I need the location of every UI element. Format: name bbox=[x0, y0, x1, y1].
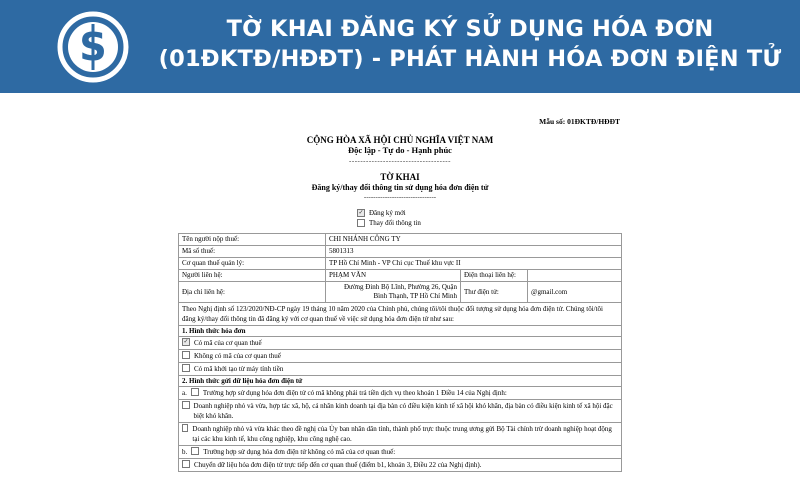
banner-title-line1: TỜ KHAI ĐĂNG KÝ SỬ DỤNG HÓA ĐƠN bbox=[226, 16, 714, 42]
section-2-heading: 2. Hình thức gửi dữ liệu hóa đơn điện tử bbox=[179, 376, 622, 387]
taxpayer-value: CHI NHÁNH CÔNG TY bbox=[326, 234, 622, 246]
option-label: Không có mã của cơ quan thuế bbox=[194, 352, 281, 360]
option-label: Có mã của cơ quan thuế bbox=[194, 339, 262, 347]
option-label: Đăng ký mới bbox=[369, 209, 406, 217]
tax-office-value: TP Hồ Chí Minh - VP Chi cục Thuế khu vực II bbox=[326, 258, 622, 270]
checkbox-icon[interactable] bbox=[182, 424, 188, 432]
s1-option-2[interactable] bbox=[179, 350, 622, 363]
form-number: Mẫu số: 01ĐKTĐ/HĐĐT bbox=[539, 117, 620, 126]
s2-a2[interactable] bbox=[179, 423, 622, 446]
checkbox-icon[interactable] bbox=[182, 401, 190, 409]
s1-option-1[interactable] bbox=[179, 337, 622, 350]
checkbox-icon[interactable] bbox=[182, 338, 190, 346]
phone-label: Điện thoại liên hệ: bbox=[461, 270, 528, 282]
banner-title bbox=[150, 14, 790, 74]
contact-label: Người liên hệ: bbox=[179, 270, 326, 282]
checkbox-icon[interactable] bbox=[182, 460, 190, 468]
separator-2: ------------------------------- bbox=[363, 193, 437, 201]
checkbox-icon[interactable] bbox=[191, 388, 199, 396]
checkbox-icon[interactable] bbox=[182, 364, 190, 372]
checkbox-icon[interactable] bbox=[182, 351, 190, 359]
registration-table bbox=[178, 233, 622, 472]
tax-code-label: Mã số thuế: bbox=[179, 246, 326, 258]
s2-a[interactable] bbox=[179, 387, 622, 400]
s2-b1-text: Chuyển dữ liệu hóa đơn điện tử trực tiếp đến cơ quan thuế (điểm b1, khoản 3, Điều 22 của Nghị định). bbox=[194, 461, 482, 469]
contact-value: PHẠM VĂN bbox=[326, 270, 461, 282]
checkbox-icon[interactable] bbox=[357, 209, 365, 217]
tax-code-value: 5801313 bbox=[326, 246, 622, 258]
s2-a-text: Trường hợp sử dụng hóa đơn điện tử có mã không phải trả tiền dịch vụ theo khoản 1 Điều 14 của Nghị định: bbox=[202, 389, 507, 397]
s2-b[interactable] bbox=[179, 446, 622, 459]
form-title: TỜ KHAI bbox=[380, 172, 420, 182]
option-label: Thay đổi thông tin bbox=[369, 219, 421, 227]
s2-b1[interactable] bbox=[179, 459, 622, 472]
svg-text:S: S bbox=[79, 25, 107, 69]
email-value: @gmail.com bbox=[528, 282, 622, 303]
email-label: Thư điện tử: bbox=[461, 282, 528, 303]
tax-office-label: Cơ quan thuế quản lý: bbox=[179, 258, 326, 270]
address-value: Đường Đinh Bộ Lĩnh, Phường 26, Quận Bình Thạnh, TP Hồ Chí Minh bbox=[326, 282, 461, 303]
header-banner bbox=[0, 0, 800, 93]
banner-title-line2: (01ĐKTĐ/HĐĐT) - PHÁT HÀNH HÓA ĐƠN ĐIỆN TỬ bbox=[158, 46, 782, 72]
separator: ------------------------------------ bbox=[349, 157, 451, 165]
phone-value bbox=[528, 270, 622, 282]
form-subtitle: Đăng ký/thay đổi thông tin sử dụng hóa đơn điện tử bbox=[311, 183, 489, 192]
checkbox-icon[interactable] bbox=[357, 219, 365, 227]
s1-option-3[interactable] bbox=[179, 363, 622, 376]
s2-b-prefix: b. bbox=[182, 448, 188, 456]
s2-a-prefix: a. bbox=[182, 389, 187, 397]
option-new-registration[interactable] bbox=[357, 209, 406, 217]
s2-b-text: Trường hợp sử dụng hóa đơn điện tử không có mã của cơ quan thuế: bbox=[203, 448, 396, 456]
national-title: CỘNG HÒA XÃ HỘI CHỦ NGHĨA VIỆT NAM bbox=[306, 135, 494, 145]
address-label: Địa chỉ liên hệ: bbox=[179, 282, 326, 303]
section-1-heading: 1. Hình thức hóa đơn bbox=[179, 326, 622, 337]
option-label: Có mã khởi tạo từ máy tính tiền bbox=[194, 365, 284, 373]
taxpayer-label: Tên người nộp thuế: bbox=[179, 234, 326, 246]
s2-a1[interactable] bbox=[179, 400, 622, 423]
checkbox-icon[interactable] bbox=[191, 447, 199, 455]
s2-a2-text: Doanh nghiệp nhỏ và vừa khác theo đề nghị của Ủy ban nhân dân tỉnh, thành phố trực thuộc trung ương gửi Bộ Tài chính trừ doanh nghiệp hoạt động tại các khu kinh tế, khu công nghiệp, khu công nghệ cao. bbox=[192, 425, 612, 443]
intro-text: Theo Nghị định số 123/2020/NĐ-CP ngày 19 tháng 10 năm 2020 của Chính phủ, chúng tôi/tôi thuộc đối tượng sử dụng hóa đơn điện tử. Chúng tôi/tôi đăng ký/thay đổi thông tin đã đăng ký với cơ quan thuế về việc sử dụng hóa đơn điện tử như sau: bbox=[179, 303, 622, 326]
document bbox=[0, 93, 800, 500]
dollar-coin-icon bbox=[56, 10, 130, 84]
s2-a1-text: Doanh nghiệp nhỏ và vừa, hợp tác xã, hộ, cá nhân kinh doanh tại địa bàn có điều kiện kinh tế xã hội khó khăn, địa bàn có điều kiện kinh tế xã hội đặc biệt khó khăn. bbox=[193, 402, 613, 420]
option-change-info[interactable] bbox=[357, 219, 421, 227]
motto: Độc lập - Tự do - Hạnh phúc bbox=[348, 145, 452, 155]
